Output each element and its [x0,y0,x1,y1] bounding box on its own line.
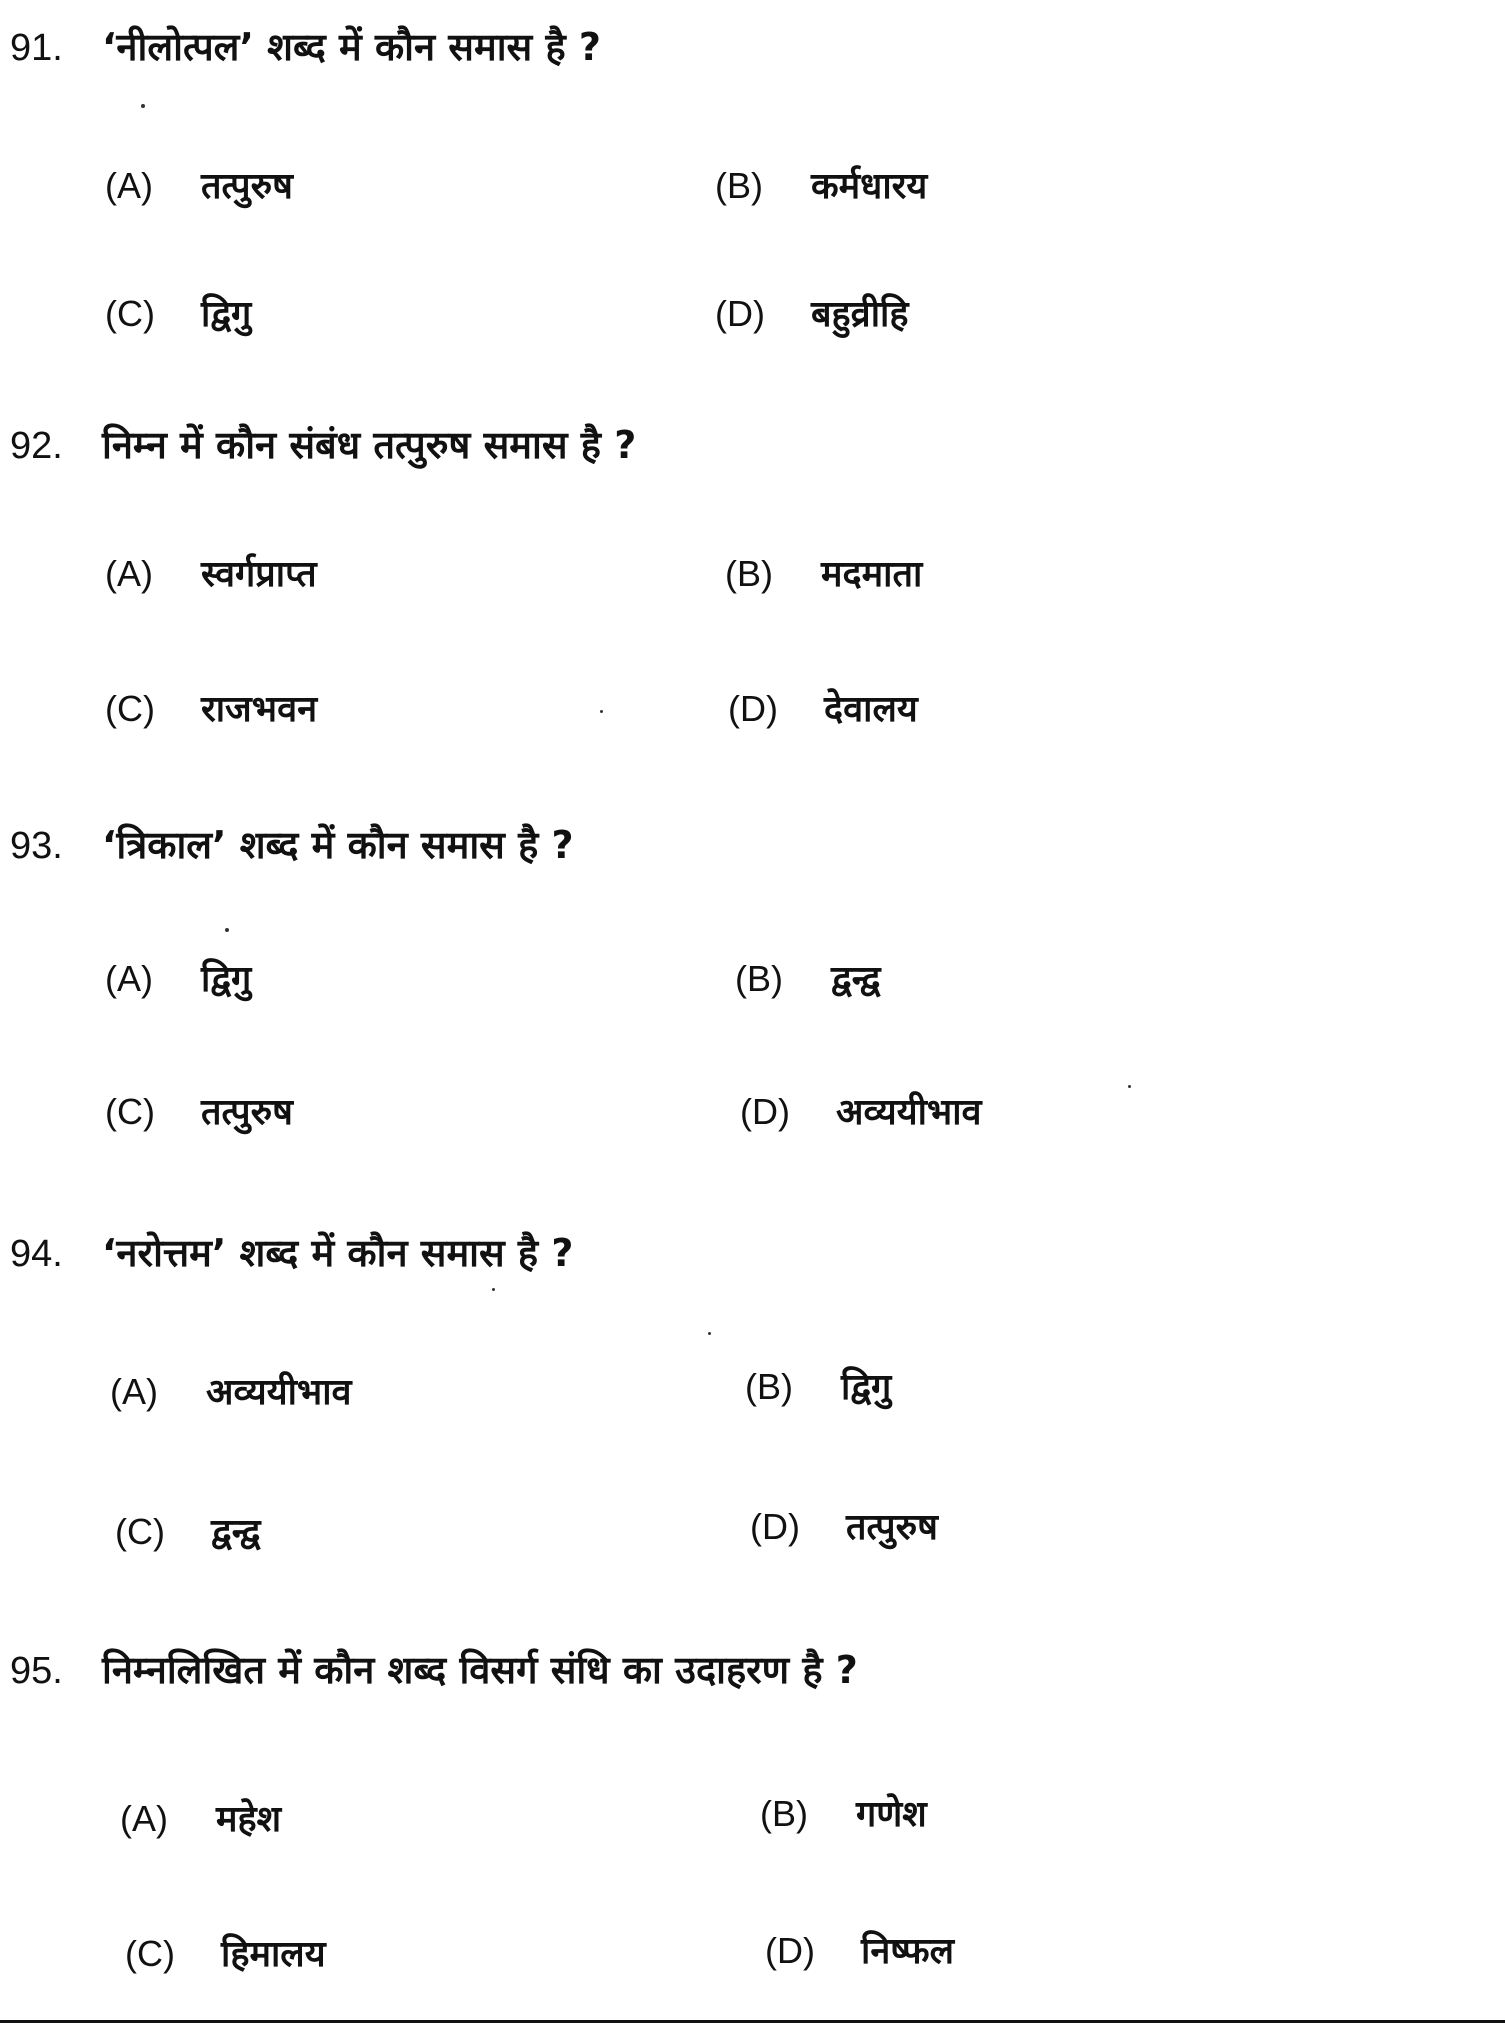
option-text: निष्फल [861,1931,955,1972]
option-d [740,1088,982,1137]
option-text: बहुव्रीहि [811,294,909,335]
option-text: महेश [216,1799,282,1840]
option-text: द्वन्द्व [831,959,881,1000]
option-c [115,1508,260,1557]
option-label: (D) [765,1930,815,1971]
question-text: निम्नलिखित में कौन शब्द विसर्ग संधि का उदाहरण है ? [102,1648,858,1692]
option-c [125,1930,326,1979]
option-label: (B) [715,165,763,206]
option-text: द्वन्द्व [211,1512,261,1553]
scan-speck [600,710,603,713]
question-line [10,1228,573,1279]
option-label: (B) [725,553,773,594]
scan-speck [492,1288,495,1291]
option-label: (D) [740,1091,790,1132]
question-text: निम्न में कौन संबंध तत्पुरुष समास है ? [102,423,637,467]
option-text: मदमाता [821,554,923,595]
question-number: 91. [10,27,63,69]
option-text: हिमालय [221,1934,326,1975]
option-text: देवालय [824,689,918,730]
option-text: अव्ययीभाव [206,1372,352,1413]
option-text: स्वर्गप्राप्त [201,554,317,595]
scan-speck [1128,1085,1131,1088]
question-text: ‘नरोत्तम’ शब्द में कौन समास है ? [102,1231,574,1275]
option-label: (A) [110,1371,158,1412]
option-d [750,1503,938,1552]
option-text: राजभवन [201,689,318,730]
option-label: (B) [745,1366,793,1407]
option-a [110,1368,352,1417]
option-label: (D) [750,1506,800,1547]
option-a [105,162,293,211]
option-c [105,685,317,734]
option-text: तत्पुरुष [201,166,293,207]
option-d [715,290,908,339]
scan-speck [141,104,145,108]
option-label: (C) [105,1091,155,1132]
option-text: तत्पुरुष [201,1092,293,1133]
scan-speck [225,928,229,932]
option-text: कर्मधारय [811,166,928,207]
question-line [10,22,601,73]
option-text: तत्पुरुष [846,1507,938,1548]
option-label: (B) [735,958,783,999]
option-c [105,1088,293,1137]
option-text: द्विगु [201,294,252,335]
question-line [10,1645,858,1696]
option-a [120,1795,281,1844]
option-b [745,1363,891,1412]
option-text: द्विगु [841,1367,892,1408]
option-label: (C) [115,1511,165,1552]
option-label: (D) [715,293,765,334]
scan-speck [708,1332,711,1335]
question-number: 94. [10,1233,63,1275]
question-line [10,420,636,471]
question-text: ‘त्रिकाल’ शब्द में कौन समास है ? [102,823,574,867]
option-label: (B) [760,1793,808,1834]
option-a [105,955,251,1004]
option-d [728,685,918,734]
option-text: अव्ययीभाव [836,1092,982,1133]
question-number: 92. [10,425,63,467]
question-number: 95. [10,1650,63,1692]
option-c [105,290,251,339]
bottom-rule [0,2020,1505,2023]
option-b [725,550,922,599]
option-b [760,1790,927,1839]
option-label: (A) [105,958,153,999]
option-b [715,162,927,211]
option-label: (A) [120,1798,168,1839]
question-number: 93. [10,825,63,867]
option-label: (A) [105,553,153,594]
option-a [105,550,317,599]
option-b [735,955,880,1004]
option-d [765,1927,954,1976]
option-label: (D) [728,688,778,729]
option-label: (A) [105,165,153,206]
question-text: ‘नीलोत्पल’ शब्द में कौन समास है ? [102,25,601,69]
option-label: (C) [105,293,155,334]
option-text: द्विगु [201,959,252,1000]
option-label: (C) [105,688,155,729]
question-line [10,820,574,871]
option-text: गणेश [856,1794,927,1835]
option-label: (C) [125,1933,175,1974]
